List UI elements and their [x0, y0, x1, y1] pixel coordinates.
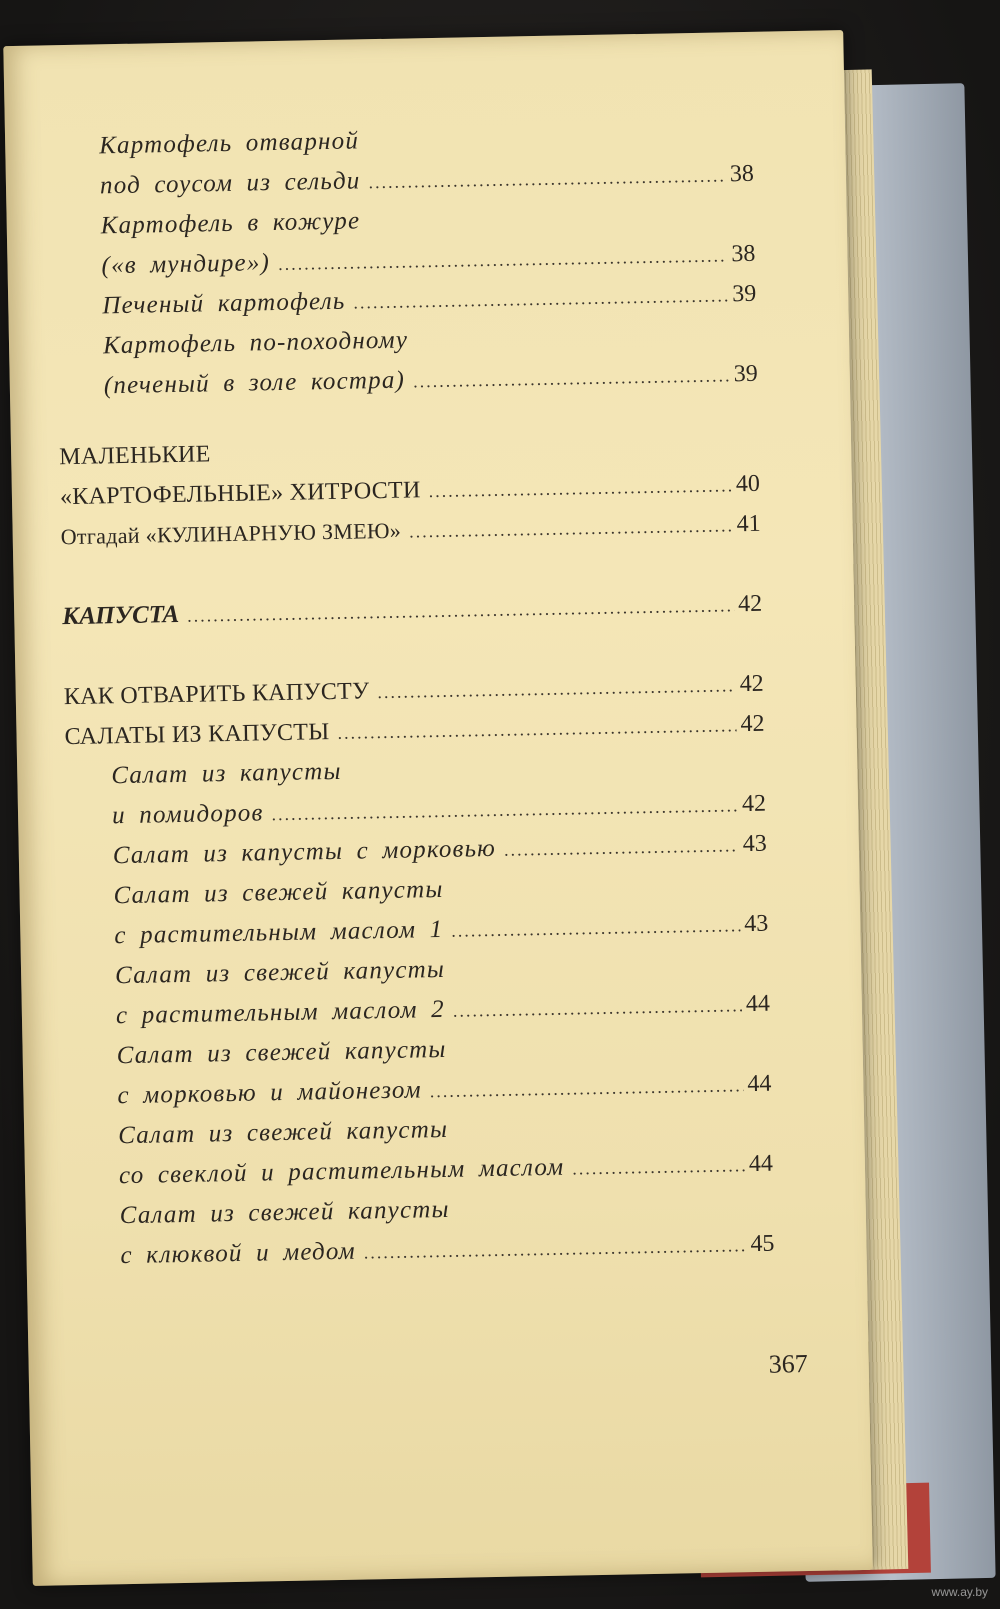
- toc-entry-title: и помидоров: [111, 799, 264, 830]
- toc-page-number: 38: [729, 160, 755, 188]
- leader-dots: [452, 985, 742, 1031]
- toc-section-title: САЛАТЫ ИЗ КАПУСТЫ: [64, 719, 330, 751]
- toc-page-number: 41: [736, 510, 761, 538]
- toc-section-title: [60, 511, 401, 558]
- toc-chapter-title: КАПУСТА: [61, 600, 180, 631]
- toc-page-number: 44: [745, 990, 771, 1018]
- leader-dots: [337, 705, 737, 753]
- toc-section-title: КАК ОТВАРИТЬ КАПУСТУ: [63, 678, 370, 711]
- table-of-contents: [53, 114, 775, 1277]
- toc-entry-title: со свеклой и растительным маслом: [118, 1153, 565, 1190]
- leader-dots: [368, 155, 726, 202]
- leader-dots: [363, 1225, 746, 1272]
- leader-dots: [377, 665, 736, 712]
- leader-dots: [451, 905, 741, 951]
- leader-dots: [428, 465, 732, 511]
- toc-section-title: «КАРТОФЕЛЬНЫЕ» ХИТРОСТИ: [59, 477, 421, 511]
- book-page: [3, 30, 872, 1586]
- leader-dots: [504, 825, 740, 870]
- toc-entry-title: с морковью и майонезом: [117, 1076, 423, 1110]
- toc-page-number: 42: [739, 670, 764, 698]
- toc-entry-title: Салат из свежей капусты: [114, 955, 446, 990]
- toc-section-title: МАЛЕНЬКИЕ: [58, 441, 211, 471]
- toc-section-title-caps: «КУЛИНАРНУЮ ЗМЕЮ»: [145, 517, 402, 548]
- toc-page-number: 44: [747, 1070, 772, 1098]
- toc-page-number: 38: [731, 240, 756, 268]
- toc-page-number: 42: [741, 790, 767, 818]
- toc-entry-title: с растительным маслом 1: [114, 915, 444, 950]
- watermark: www.ay.by: [931, 1585, 988, 1599]
- toc-page-number: 39: [731, 280, 757, 308]
- toc-entry-title: Картофель в кожуре: [100, 207, 361, 240]
- toc-entry-title: с растительным маслом 2: [115, 995, 446, 1030]
- toc-entry-title: под соусом из сельди: [99, 167, 361, 200]
- toc-entry-title: Салат из капусты: [111, 757, 342, 790]
- toc-entry-title: Картофель отварной: [98, 127, 360, 160]
- leader-dots: [413, 355, 730, 401]
- toc-entry-title: Салат из свежей капусты: [116, 1035, 447, 1070]
- leader-dots: [572, 1145, 745, 1188]
- toc-entry-title: («в мундире»): [101, 249, 271, 280]
- toc-page-number: 43: [744, 910, 769, 938]
- toc-entry-title: Салат из свежей капусты: [117, 1115, 449, 1150]
- toc-entry-title: Салат из свежей капусты: [119, 1195, 450, 1230]
- toc-page-number: 45: [750, 1230, 775, 1258]
- toc-page-number: 43: [742, 830, 767, 858]
- leader-dots: [409, 505, 733, 551]
- toc-entry-title: (печеный в золе костра): [103, 366, 406, 400]
- toc-page-number: 39: [733, 360, 758, 388]
- toc-entry-title: с клюквой и медом: [120, 1237, 357, 1270]
- leader-dots: [429, 1065, 743, 1111]
- leader-dots: [353, 275, 729, 322]
- page-number: 367: [768, 1349, 809, 1379]
- toc-page-number: 44: [748, 1150, 774, 1178]
- toc-entry-title: Салат из свежей капусты: [113, 875, 444, 910]
- toc-page-number: 42: [740, 710, 765, 738]
- toc-entry-title: Салат из капусты с морковью: [112, 834, 497, 870]
- toc-section-prefix: Отгадай: [60, 522, 146, 550]
- toc-page-number: 40: [735, 470, 761, 498]
- toc-entry-title: Картофель по-походному: [102, 326, 409, 360]
- toc-entry-title: Печеный картофель: [102, 287, 346, 320]
- toc-page-number: 42: [737, 590, 763, 618]
